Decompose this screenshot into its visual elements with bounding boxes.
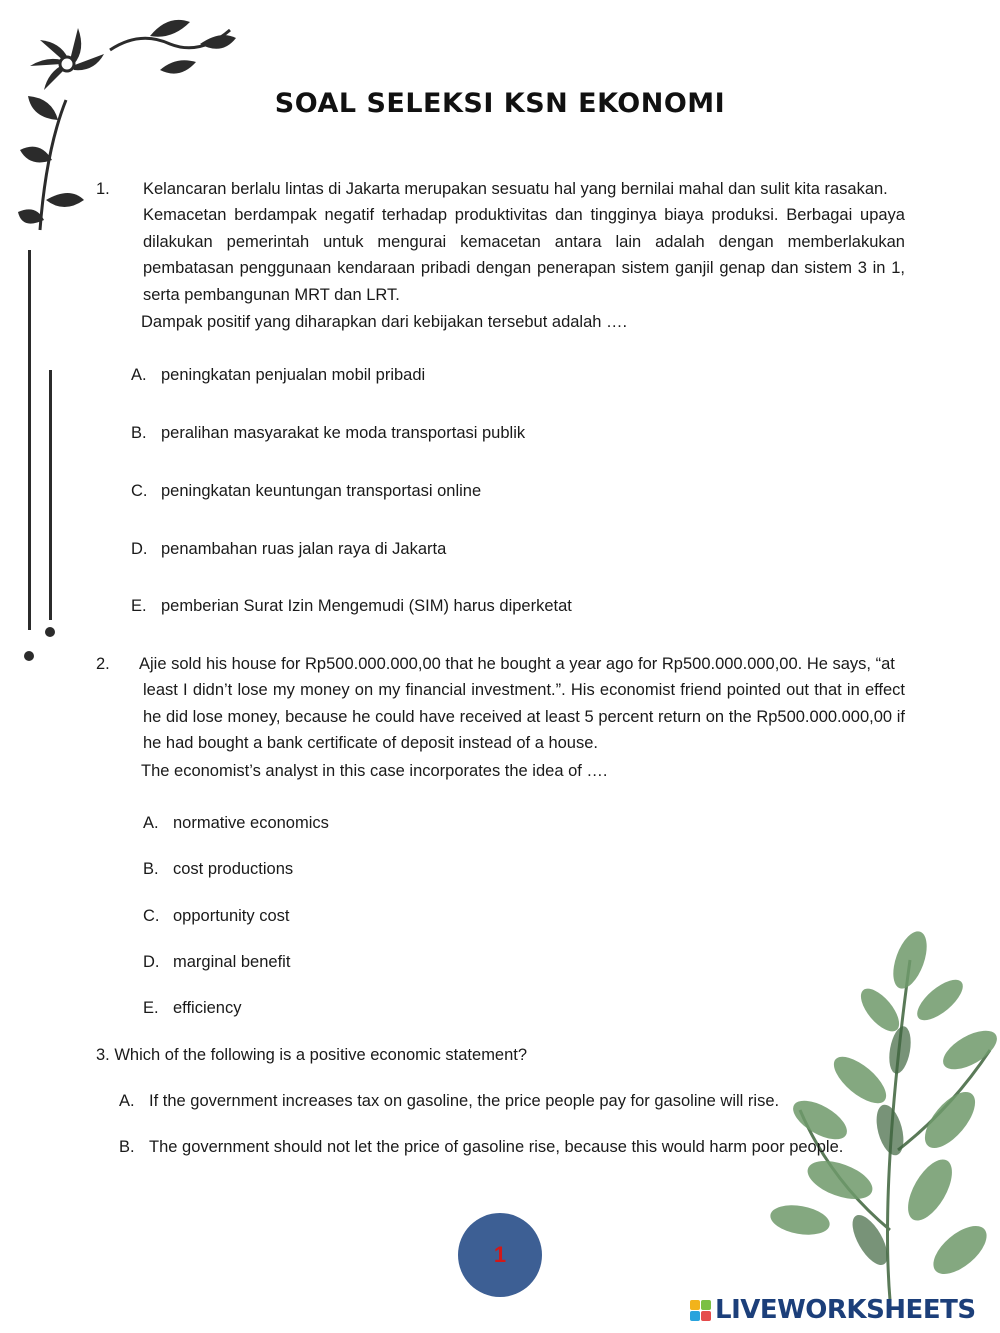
option-text: marginal benefit <box>173 953 291 971</box>
page-number-badge <box>458 1213 542 1297</box>
question-2-prompt: The economist’s analyst in this case incorporates the idea of …. <box>141 762 608 780</box>
page-number: 1 <box>493 1242 507 1267</box>
option-text: pemberian Surat Izin Mengemudi (SIM) harus diperketat <box>161 597 572 615</box>
question-2-option-d[interactable] <box>143 953 290 972</box>
option-text: penambahan ruas jalan raya di Jakarta <box>161 540 447 558</box>
liveworksheets-logo-icon <box>690 1300 711 1321</box>
question-2-first-line: Ajie sold his house for Rp500.000.000,00 that he bought a year ago for Rp500.000.000,00. He says, “at <box>139 655 895 673</box>
question-1-option-d[interactable] <box>131 540 446 559</box>
leafy-plant-decoration <box>740 930 1000 1300</box>
question-1-option-e[interactable] <box>131 597 572 616</box>
question-3-option-b[interactable] <box>119 1138 843 1157</box>
question-1-option-c[interactable] <box>131 482 481 501</box>
question-1-number: 1. <box>96 180 110 198</box>
question-1-prompt: Dampak positif yang diharapkan dari kebijakan tersebut adalah …. <box>141 313 628 331</box>
option-letter: D. <box>143 953 160 971</box>
question-1-option-a[interactable] <box>131 366 425 385</box>
option-text: cost productions <box>173 860 294 878</box>
option-letter: E. <box>143 999 159 1017</box>
option-letter: D. <box>131 540 148 558</box>
liveworksheets-logo[interactable] <box>690 1290 990 1330</box>
option-letter: C. <box>131 482 148 500</box>
option-text: If the government increases tax on gasoline, the price people pay for gasoline will rise. <box>149 1092 780 1110</box>
option-letter: B. <box>119 1138 135 1156</box>
question-2-option-b[interactable] <box>143 860 293 879</box>
option-letter: A. <box>143 814 159 832</box>
option-text: peningkatan penjualan mobil pribadi <box>161 366 426 384</box>
question-2-option-e[interactable] <box>143 999 241 1018</box>
question-2-option-c[interactable] <box>143 907 289 926</box>
option-text: efficiency <box>173 999 242 1017</box>
option-text: peralihan masyarakat ke moda transportasi publik <box>161 424 526 442</box>
question-3-stem: 3. Which of the following is a positive economic statement? <box>96 1046 528 1064</box>
question-1-option-b[interactable] <box>131 424 525 443</box>
question-2-body: least I didn’t lose my money on my financial investment.”. His economist friend pointed out that in effect he did lose money, because he could have received at least 5 percent return on the Rp500.000.000,00 if he had bought a bank certificate of deposit instead of a house. <box>143 681 905 753</box>
option-letter: A. <box>119 1092 135 1110</box>
question-1-first-line: Kelancaran berlalu lintas di Jakarta merupakan sesuatu hal yang bernilai mahal dan sulit kita rasakan. <box>143 180 888 198</box>
brand-name: LIVEWORKSHEETS <box>715 1295 976 1325</box>
option-letter: B. <box>143 860 159 878</box>
option-letter: C. <box>143 907 160 925</box>
question-2-option-a[interactable] <box>143 814 329 833</box>
question-3-option-a[interactable] <box>119 1092 779 1111</box>
page-title: SOAL SELEKSI KSN EKONOMI <box>274 88 726 119</box>
option-letter: A. <box>131 366 147 384</box>
option-text: peningkatan keuntungan transportasi online <box>161 482 482 500</box>
option-text: The government should not let the price of gasoline rise, because this would harm poor people. <box>149 1138 844 1156</box>
option-letter: B. <box>131 424 147 442</box>
option-letter: E. <box>131 597 147 615</box>
option-text: normative economics <box>173 814 329 832</box>
option-text: opportunity cost <box>173 907 290 925</box>
question-1-body: Kemacetan berdampak negatif terhadap produktivitas dan tingginya biaya produksi. Berbagai upaya dilakukan pemerintah untuk mengurai kemacetan antara lain adalah dengan memberlakukan pembatasan penggunaan kendaraan pribadi dengan penerapan sistem ganjil genap dan sistem 3 in 1, serta pembangunan MRT dan LRT. <box>143 206 905 305</box>
question-2-number: 2. <box>96 655 110 673</box>
